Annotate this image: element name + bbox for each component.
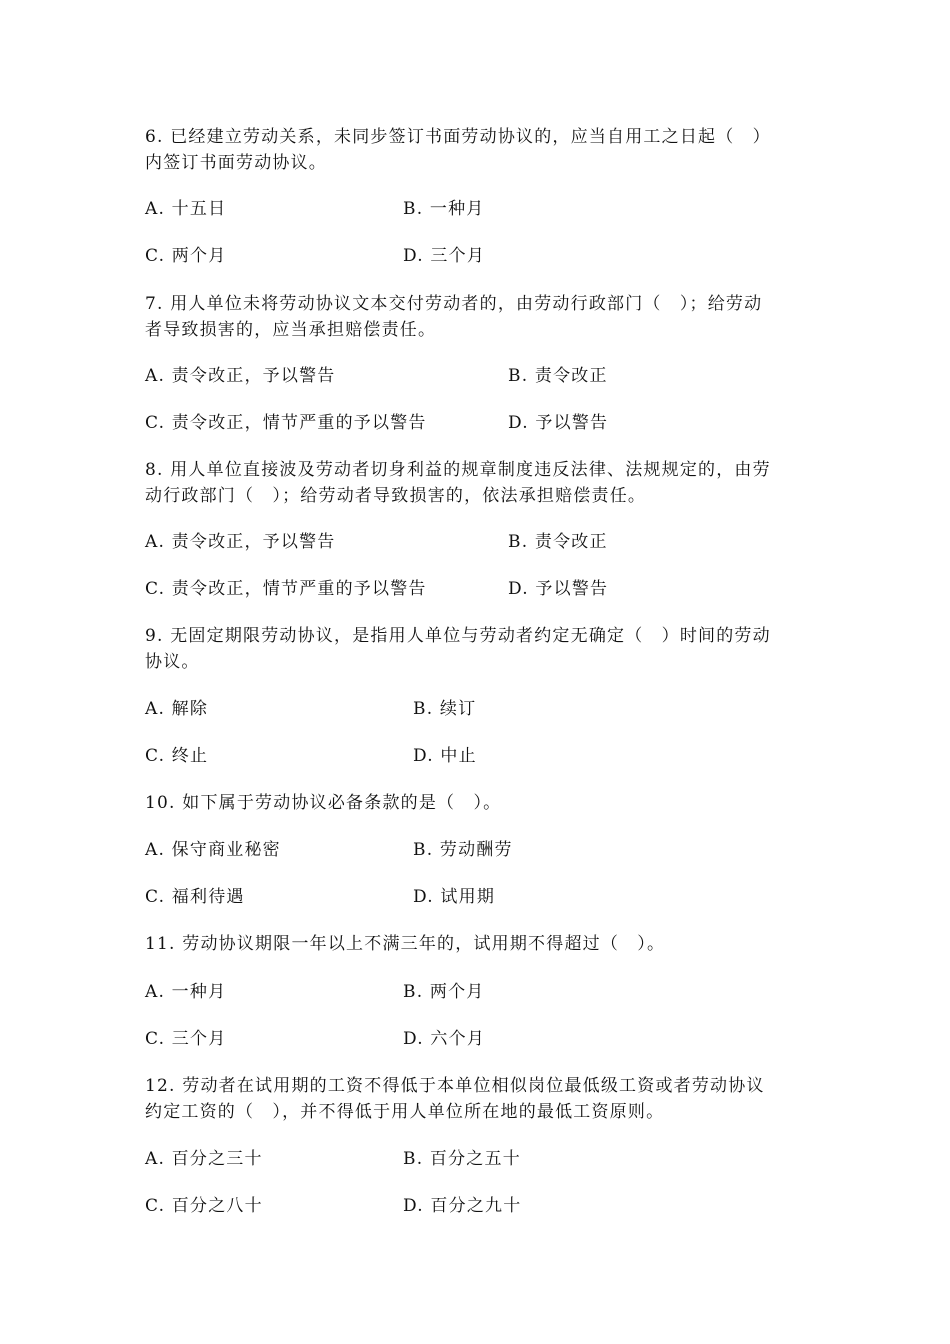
option-b: B. 劳动酬劳 xyxy=(413,840,513,860)
option-a: A. 责令改正，予以警告 xyxy=(145,366,336,386)
question-8 xyxy=(145,457,810,509)
question-text-line: 动行政部门（ ）；给劳动者导致损害的，依法承担赔偿责任。 xyxy=(145,486,647,506)
option-c: C. 责令改正，情节严重的予以警告 xyxy=(145,579,427,599)
question-12 xyxy=(145,1073,810,1125)
question-text-line: 9. 无固定期限劳动协议，是指用人单位与劳动者约定无确定（ ）时间的劳动 xyxy=(145,626,771,646)
question-text-line: 内签订书面劳动协议。 xyxy=(145,153,327,173)
option-a: A. 百分之三十 xyxy=(145,1149,263,1169)
option-b: B. 两个月 xyxy=(403,982,485,1002)
question-text-line: 约定工资的（ ），并不得低于用人单位所在地的最低工资原则。 xyxy=(145,1102,665,1122)
option-d: D. 六个月 xyxy=(403,1029,486,1049)
option-d: D. 予以警告 xyxy=(508,413,609,433)
question-text-line: 协议。 xyxy=(145,652,200,672)
option-d: D. 三个月 xyxy=(403,246,486,266)
question-text-line: 8. 用人单位直接波及劳动者切身利益的规章制度违反法律、法规规定的，由劳 xyxy=(145,460,771,480)
option-c: C. 福利待遇 xyxy=(145,887,245,907)
option-b: B. 续订 xyxy=(413,699,477,719)
option-d: D. 试用期 xyxy=(413,887,496,907)
question-text-line: 7. 用人单位未将劳动协议文本交付劳动者的，由劳动行政部门（ ）；给劳动 xyxy=(145,294,763,314)
option-b: B. 一种月 xyxy=(403,199,485,219)
option-c: C. 三个月 xyxy=(145,1029,227,1049)
option-c: C. 终止 xyxy=(145,746,209,766)
question-7 xyxy=(145,291,810,343)
option-c: C. 两个月 xyxy=(145,246,227,266)
question-text-line: 10. 如下属于劳动协议必备条款的是（ ）。 xyxy=(145,793,502,813)
option-a: A. 责令改正，予以警告 xyxy=(145,532,336,552)
option-a: A. 保守商业秘密 xyxy=(145,840,281,860)
question-text-line: 11. 劳动协议期限一年以上不满三年的，试用期不得超过（ ）。 xyxy=(145,934,666,954)
option-d: D. 予以警告 xyxy=(508,579,609,599)
option-b: B. 责令改正 xyxy=(508,366,608,386)
option-b: B. 百分之五十 xyxy=(403,1149,521,1169)
question-text-line: 12. 劳动者在试用期的工资不得低于本单位相似岗位最低级工资或者劳动协议 xyxy=(145,1076,765,1096)
option-a: A. 十五日 xyxy=(145,199,227,219)
option-d: D. 百分之九十 xyxy=(403,1196,522,1216)
question-text-line: 者导致损害的，应当承担赔偿责任。 xyxy=(145,320,437,340)
option-a: A. 一种月 xyxy=(145,982,227,1002)
option-d: D. 中止 xyxy=(413,746,477,766)
question-10 xyxy=(145,790,810,816)
question-6 xyxy=(145,124,810,176)
option-a: A. 解除 xyxy=(145,699,209,719)
question-9 xyxy=(145,623,810,675)
option-c: C. 百分之八十 xyxy=(145,1196,263,1216)
option-c: C. 责令改正，情节严重的予以警告 xyxy=(145,413,427,433)
question-text-line: 6. 已经建立劳动关系，未同步签订书面劳动协议的，应当自用工之日起（ ） xyxy=(145,127,771,147)
option-b: B. 责令改正 xyxy=(508,532,608,552)
question-11 xyxy=(145,931,810,957)
